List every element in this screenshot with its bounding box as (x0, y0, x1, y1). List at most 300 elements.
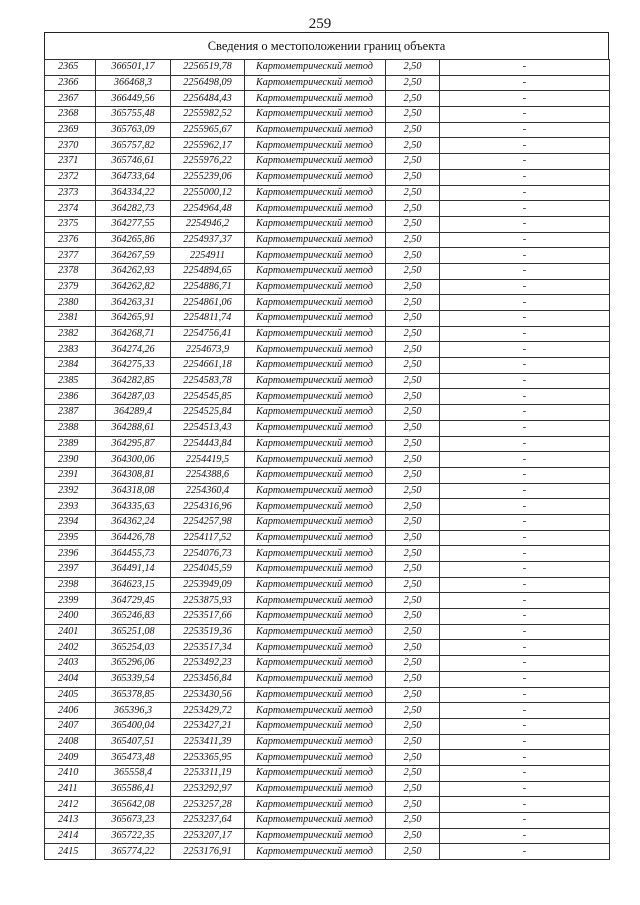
note-cell: - (440, 640, 610, 656)
x-coordinate-cell: 364262,93 (96, 263, 171, 279)
y-coordinate-cell: 2253207,17 (171, 828, 245, 844)
accuracy-cell: 2,50 (386, 122, 440, 138)
note-cell: - (440, 703, 610, 719)
point-number-cell: 2380 (45, 295, 96, 311)
point-number-cell: 2402 (45, 640, 96, 656)
y-coordinate-cell: 2254964,48 (171, 201, 245, 217)
y-coordinate-cell: 2253292,97 (171, 781, 245, 797)
y-coordinate-cell: 2254360,4 (171, 483, 245, 499)
method-cell: Картометрический метод (245, 405, 386, 421)
y-coordinate-cell: 2254756,41 (171, 326, 245, 342)
method-cell: Картометрический метод (245, 813, 386, 829)
coordinates-table-body (45, 60, 610, 860)
accuracy-cell: 2,50 (386, 60, 440, 76)
y-coordinate-cell: 2254257,98 (171, 514, 245, 530)
note-cell: - (440, 530, 610, 546)
x-coordinate-cell: 366449,56 (96, 91, 171, 107)
note-cell: - (440, 185, 610, 201)
point-number-cell: 2369 (45, 122, 96, 138)
x-coordinate-cell: 364265,86 (96, 232, 171, 248)
x-coordinate-cell: 365400,04 (96, 718, 171, 734)
x-coordinate-cell: 366501,17 (96, 60, 171, 76)
accuracy-cell: 2,50 (386, 546, 440, 562)
note-cell: - (440, 311, 610, 327)
table-row (45, 750, 610, 766)
table-row (45, 91, 610, 107)
y-coordinate-cell: 2255000,12 (171, 185, 245, 201)
x-coordinate-cell: 365254,03 (96, 640, 171, 656)
point-number-cell: 2407 (45, 718, 96, 734)
y-coordinate-cell: 2253517,66 (171, 609, 245, 625)
accuracy-cell: 2,50 (386, 828, 440, 844)
point-number-cell: 2400 (45, 609, 96, 625)
x-coordinate-cell: 365586,41 (96, 781, 171, 797)
method-cell: Картометрический метод (245, 263, 386, 279)
method-cell: Картометрический метод (245, 232, 386, 248)
x-coordinate-cell: 364300,06 (96, 452, 171, 468)
method-cell: Картометрический метод (245, 828, 386, 844)
y-coordinate-cell: 2253176,91 (171, 844, 245, 860)
x-coordinate-cell: 364362,24 (96, 514, 171, 530)
method-cell: Картометрический метод (245, 656, 386, 672)
note-cell: - (440, 514, 610, 530)
y-coordinate-cell: 2254419,5 (171, 452, 245, 468)
accuracy-cell: 2,50 (386, 530, 440, 546)
note-cell: - (440, 201, 610, 217)
x-coordinate-cell: 364274,26 (96, 342, 171, 358)
y-coordinate-cell: 2253517,34 (171, 640, 245, 656)
point-number-cell: 2370 (45, 138, 96, 154)
method-cell: Картометрический метод (245, 311, 386, 327)
x-coordinate-cell: 365763,09 (96, 122, 171, 138)
x-coordinate-cell: 365296,06 (96, 656, 171, 672)
accuracy-cell: 2,50 (386, 609, 440, 625)
y-coordinate-cell: 2255965,67 (171, 122, 245, 138)
y-coordinate-cell: 2253875,93 (171, 593, 245, 609)
accuracy-cell: 2,50 (386, 389, 440, 405)
y-coordinate-cell: 2254316,96 (171, 499, 245, 515)
accuracy-cell: 2,50 (386, 138, 440, 154)
point-number-cell: 2414 (45, 828, 96, 844)
x-coordinate-cell: 364287,03 (96, 389, 171, 405)
y-coordinate-cell: 2254811,74 (171, 311, 245, 327)
table-row (45, 452, 610, 468)
table-row (45, 405, 610, 421)
method-cell: Картометрический метод (245, 750, 386, 766)
accuracy-cell: 2,50 (386, 640, 440, 656)
x-coordinate-cell: 365746,61 (96, 154, 171, 170)
point-number-cell: 2413 (45, 813, 96, 829)
table-row (45, 154, 610, 170)
point-number-cell: 2371 (45, 154, 96, 170)
method-cell: Картометрический метод (245, 499, 386, 515)
point-number-cell: 2378 (45, 263, 96, 279)
accuracy-cell: 2,50 (386, 75, 440, 91)
method-cell: Картометрический метод (245, 844, 386, 860)
accuracy-cell: 2,50 (386, 263, 440, 279)
point-number-cell: 2373 (45, 185, 96, 201)
accuracy-cell: 2,50 (386, 91, 440, 107)
point-number-cell: 2404 (45, 671, 96, 687)
accuracy-cell: 2,50 (386, 436, 440, 452)
note-cell: - (440, 232, 610, 248)
note-cell: - (440, 718, 610, 734)
table-title: Сведения о местоположении границ объекта (44, 32, 609, 60)
note-cell: - (440, 656, 610, 672)
y-coordinate-cell: 2254525,84 (171, 405, 245, 421)
point-number-cell: 2384 (45, 358, 96, 374)
note-cell: - (440, 671, 610, 687)
note-cell: - (440, 452, 610, 468)
y-coordinate-cell: 2255982,52 (171, 107, 245, 123)
table-row (45, 279, 610, 295)
note-cell: - (440, 624, 610, 640)
note-cell: - (440, 358, 610, 374)
x-coordinate-cell: 364277,55 (96, 216, 171, 232)
table-row (45, 624, 610, 640)
point-number-cell: 2386 (45, 389, 96, 405)
y-coordinate-cell: 2254545,85 (171, 389, 245, 405)
x-coordinate-cell: 364729,45 (96, 593, 171, 609)
method-cell: Картометрический метод (245, 718, 386, 734)
accuracy-cell: 2,50 (386, 844, 440, 860)
point-number-cell: 2382 (45, 326, 96, 342)
note-cell: - (440, 263, 610, 279)
note-cell: - (440, 813, 610, 829)
x-coordinate-cell: 365558,4 (96, 765, 171, 781)
note-cell: - (440, 91, 610, 107)
accuracy-cell: 2,50 (386, 201, 440, 217)
point-number-cell: 2375 (45, 216, 96, 232)
point-number-cell: 2395 (45, 530, 96, 546)
point-number-cell: 2412 (45, 797, 96, 813)
y-coordinate-cell: 2253257,28 (171, 797, 245, 813)
y-coordinate-cell: 2253430,56 (171, 687, 245, 703)
note-cell: - (440, 546, 610, 562)
y-coordinate-cell: 2254117,52 (171, 530, 245, 546)
accuracy-cell: 2,50 (386, 295, 440, 311)
y-coordinate-cell: 2254388,6 (171, 467, 245, 483)
accuracy-cell: 2,50 (386, 452, 440, 468)
accuracy-cell: 2,50 (386, 656, 440, 672)
y-coordinate-cell: 2253456,84 (171, 671, 245, 687)
table-row (45, 311, 610, 327)
accuracy-cell: 2,50 (386, 185, 440, 201)
accuracy-cell: 2,50 (386, 499, 440, 515)
method-cell: Картометрический метод (245, 295, 386, 311)
table-row (45, 499, 610, 515)
table-row (45, 60, 610, 76)
table-row (45, 577, 610, 593)
table-row (45, 248, 610, 264)
table-row (45, 185, 610, 201)
x-coordinate-cell: 364335,63 (96, 499, 171, 515)
method-cell: Картометрический метод (245, 60, 386, 76)
point-number-cell: 2387 (45, 405, 96, 421)
accuracy-cell: 2,50 (386, 671, 440, 687)
note-cell: - (440, 750, 610, 766)
accuracy-cell: 2,50 (386, 248, 440, 264)
x-coordinate-cell: 364275,33 (96, 358, 171, 374)
accuracy-cell: 2,50 (386, 405, 440, 421)
y-coordinate-cell: 2254661,18 (171, 358, 245, 374)
accuracy-cell: 2,50 (386, 467, 440, 483)
table-row (45, 389, 610, 405)
table-row (45, 562, 610, 578)
x-coordinate-cell: 365642,08 (96, 797, 171, 813)
method-cell: Картометрический метод (245, 342, 386, 358)
accuracy-cell: 2,50 (386, 624, 440, 640)
method-cell: Картометрический метод (245, 797, 386, 813)
accuracy-cell: 2,50 (386, 107, 440, 123)
point-number-cell: 2415 (45, 844, 96, 860)
method-cell: Картометрический метод (245, 483, 386, 499)
table-row (45, 467, 610, 483)
point-number-cell: 2383 (45, 342, 96, 358)
table-row (45, 671, 610, 687)
boundary-coordinates-sheet (44, 32, 609, 860)
note-cell: - (440, 75, 610, 91)
point-number-cell: 2399 (45, 593, 96, 609)
method-cell: Картометрический метод (245, 624, 386, 640)
table-row (45, 436, 610, 452)
accuracy-cell: 2,50 (386, 373, 440, 389)
x-coordinate-cell: 365722,35 (96, 828, 171, 844)
accuracy-cell: 2,50 (386, 169, 440, 185)
x-coordinate-cell: 364268,71 (96, 326, 171, 342)
y-coordinate-cell: 2255239,06 (171, 169, 245, 185)
y-coordinate-cell: 2254946,2 (171, 216, 245, 232)
note-cell: - (440, 138, 610, 154)
point-number-cell: 2411 (45, 781, 96, 797)
y-coordinate-cell: 2254673,9 (171, 342, 245, 358)
table-row (45, 765, 610, 781)
y-coordinate-cell: 2253237,64 (171, 813, 245, 829)
point-number-cell: 2390 (45, 452, 96, 468)
point-number-cell: 2406 (45, 703, 96, 719)
table-row (45, 609, 610, 625)
table-row (45, 107, 610, 123)
accuracy-cell: 2,50 (386, 514, 440, 530)
note-cell: - (440, 326, 610, 342)
note-cell: - (440, 687, 610, 703)
point-number-cell: 2397 (45, 562, 96, 578)
accuracy-cell: 2,50 (386, 797, 440, 813)
x-coordinate-cell: 364288,61 (96, 420, 171, 436)
method-cell: Картометрический метод (245, 358, 386, 374)
note-cell: - (440, 562, 610, 578)
x-coordinate-cell: 365673,23 (96, 813, 171, 829)
method-cell: Картометрический метод (245, 609, 386, 625)
point-number-cell: 2398 (45, 577, 96, 593)
x-coordinate-cell: 365473,48 (96, 750, 171, 766)
method-cell: Картометрический метод (245, 279, 386, 295)
point-number-cell: 2394 (45, 514, 96, 530)
method-cell: Картометрический метод (245, 687, 386, 703)
table-row (45, 263, 610, 279)
y-coordinate-cell: 2254443,84 (171, 436, 245, 452)
accuracy-cell: 2,50 (386, 232, 440, 248)
note-cell: - (440, 342, 610, 358)
method-cell: Картометрический метод (245, 373, 386, 389)
method-cell: Картометрический метод (245, 562, 386, 578)
table-row (45, 656, 610, 672)
point-number-cell: 2396 (45, 546, 96, 562)
note-cell: - (440, 373, 610, 389)
x-coordinate-cell: 365339,54 (96, 671, 171, 687)
point-number-cell: 2408 (45, 734, 96, 750)
table-row (45, 483, 610, 499)
note-cell: - (440, 216, 610, 232)
x-coordinate-cell: 364623,15 (96, 577, 171, 593)
table-row (45, 75, 610, 91)
point-number-cell: 2391 (45, 467, 96, 483)
table-row (45, 201, 610, 217)
point-number-cell: 2409 (45, 750, 96, 766)
accuracy-cell: 2,50 (386, 358, 440, 374)
point-number-cell: 2366 (45, 75, 96, 91)
table-row (45, 514, 610, 530)
note-cell: - (440, 420, 610, 436)
y-coordinate-cell: 2254045,59 (171, 562, 245, 578)
y-coordinate-cell: 2253492,23 (171, 656, 245, 672)
y-coordinate-cell: 2255976,22 (171, 154, 245, 170)
method-cell: Картометрический метод (245, 452, 386, 468)
accuracy-cell: 2,50 (386, 326, 440, 342)
note-cell: - (440, 107, 610, 123)
point-number-cell: 2367 (45, 91, 96, 107)
table-row (45, 640, 610, 656)
table-row (45, 232, 610, 248)
y-coordinate-cell: 2255962,17 (171, 138, 245, 154)
note-cell: - (440, 389, 610, 405)
note-cell: - (440, 828, 610, 844)
x-coordinate-cell: 364334,22 (96, 185, 171, 201)
x-coordinate-cell: 364282,85 (96, 373, 171, 389)
accuracy-cell: 2,50 (386, 750, 440, 766)
y-coordinate-cell: 2253311,19 (171, 765, 245, 781)
x-coordinate-cell: 364455,73 (96, 546, 171, 562)
note-cell: - (440, 467, 610, 483)
note-cell: - (440, 609, 610, 625)
point-number-cell: 2388 (45, 420, 96, 436)
method-cell: Картометрический метод (245, 577, 386, 593)
table-row (45, 734, 610, 750)
table-row (45, 216, 610, 232)
accuracy-cell: 2,50 (386, 813, 440, 829)
note-cell: - (440, 60, 610, 76)
x-coordinate-cell: 364265,91 (96, 311, 171, 327)
method-cell: Картометрический метод (245, 467, 386, 483)
point-number-cell: 2368 (45, 107, 96, 123)
x-coordinate-cell: 364289,4 (96, 405, 171, 421)
method-cell: Картометрический метод (245, 326, 386, 342)
y-coordinate-cell: 2253429,72 (171, 703, 245, 719)
accuracy-cell: 2,50 (386, 279, 440, 295)
accuracy-cell: 2,50 (386, 216, 440, 232)
accuracy-cell: 2,50 (386, 420, 440, 436)
y-coordinate-cell: 2254911 (171, 248, 245, 264)
y-coordinate-cell: 2253365,95 (171, 750, 245, 766)
method-cell: Картометрический метод (245, 169, 386, 185)
table-row (45, 326, 610, 342)
x-coordinate-cell: 365755,48 (96, 107, 171, 123)
table-row (45, 781, 610, 797)
point-number-cell: 2374 (45, 201, 96, 217)
method-cell: Картометрический метод (245, 91, 386, 107)
note-cell: - (440, 405, 610, 421)
table-row (45, 358, 610, 374)
x-coordinate-cell: 366468,3 (96, 75, 171, 91)
x-coordinate-cell: 364262,82 (96, 279, 171, 295)
method-cell: Картометрический метод (245, 640, 386, 656)
point-number-cell: 2385 (45, 373, 96, 389)
table-row (45, 530, 610, 546)
y-coordinate-cell: 2256484,43 (171, 91, 245, 107)
x-coordinate-cell: 364267,59 (96, 248, 171, 264)
x-coordinate-cell: 365246,83 (96, 609, 171, 625)
table-row (45, 420, 610, 436)
method-cell: Картометрический метод (245, 107, 386, 123)
method-cell: Картометрический метод (245, 781, 386, 797)
table-row (45, 687, 610, 703)
point-number-cell: 2379 (45, 279, 96, 295)
accuracy-cell: 2,50 (386, 781, 440, 797)
method-cell: Картометрический метод (245, 248, 386, 264)
y-coordinate-cell: 2254861,06 (171, 295, 245, 311)
y-coordinate-cell: 2254076,73 (171, 546, 245, 562)
note-cell: - (440, 577, 610, 593)
x-coordinate-cell: 364295,87 (96, 436, 171, 452)
table-row (45, 342, 610, 358)
method-cell: Картометрический метод (245, 593, 386, 609)
table-row (45, 373, 610, 389)
page-number: 259 (308, 16, 332, 32)
accuracy-cell: 2,50 (386, 311, 440, 327)
method-cell: Картометрический метод (245, 420, 386, 436)
y-coordinate-cell: 2254937,37 (171, 232, 245, 248)
note-cell: - (440, 797, 610, 813)
method-cell: Картометрический метод (245, 138, 386, 154)
method-cell: Картометрический метод (245, 436, 386, 452)
method-cell: Картометрический метод (245, 514, 386, 530)
y-coordinate-cell: 2253411,39 (171, 734, 245, 750)
note-cell: - (440, 499, 610, 515)
method-cell: Картометрический метод (245, 703, 386, 719)
y-coordinate-cell: 2254513,43 (171, 420, 245, 436)
note-cell: - (440, 295, 610, 311)
x-coordinate-cell: 364263,31 (96, 295, 171, 311)
note-cell: - (440, 154, 610, 170)
table-row (45, 703, 610, 719)
method-cell: Картометрический метод (245, 75, 386, 91)
accuracy-cell: 2,50 (386, 154, 440, 170)
note-cell: - (440, 169, 610, 185)
accuracy-cell: 2,50 (386, 593, 440, 609)
method-cell: Картометрический метод (245, 389, 386, 405)
table-row (45, 169, 610, 185)
y-coordinate-cell: 2254894,65 (171, 263, 245, 279)
accuracy-cell: 2,50 (386, 703, 440, 719)
table-row (45, 122, 610, 138)
accuracy-cell: 2,50 (386, 718, 440, 734)
note-cell: - (440, 734, 610, 750)
y-coordinate-cell: 2254886,71 (171, 279, 245, 295)
table-row (45, 828, 610, 844)
y-coordinate-cell: 2253519,36 (171, 624, 245, 640)
point-number-cell: 2393 (45, 499, 96, 515)
x-coordinate-cell: 365757,82 (96, 138, 171, 154)
